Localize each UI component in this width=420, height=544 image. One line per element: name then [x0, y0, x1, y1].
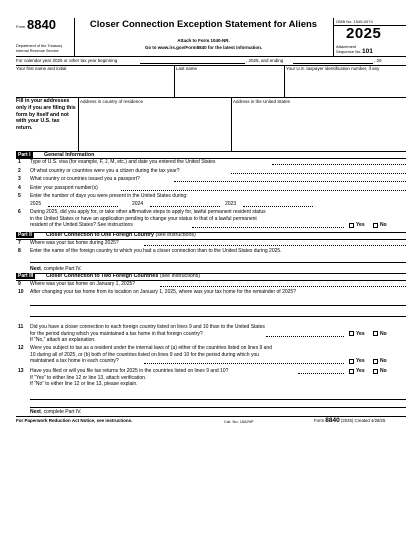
line7-field[interactable] [144, 245, 406, 246]
attach-note: Attach to Form 1040-NR. [177, 38, 230, 43]
us-address-label: Address in the United States [233, 99, 291, 104]
part3-label: Part III [18, 273, 34, 279]
part1-line6: 6 During 2025, did you apply for, or take other affirmative steps to apply for, lawful permanent resident status in the United States or have an application pending to change your status to that of a lawful permanent resident of the United States? See instructions Yes No [18, 209, 387, 228]
part2-line7: 7 Where was your tax home during 2025? [16, 240, 406, 248]
calendar-year-mid: , 2025, and ending [246, 58, 284, 63]
part1-line5: 5 Enter the number of days you were present in the United States during: [18, 193, 188, 199]
line13-no-checkbox[interactable] [373, 369, 378, 374]
part3-title: Closer Connection to Two Foreign Countries (see instructions) [46, 273, 201, 279]
form-title: Closer Connection Exception Statement for Aliens [89, 19, 318, 30]
part2-line8: 8 Enter the name of the foreign country to which you had a closer connection than to the United States during 2025. [18, 248, 282, 254]
part2-label: Part II [18, 232, 32, 238]
part1-line2: 2 Of what country or countries were you a citizen during the tax year? [16, 168, 406, 176]
end-date-field[interactable] [293, 63, 373, 64]
line6-yes-checkbox[interactable] [349, 223, 354, 228]
line10-field-1[interactable] [30, 305, 406, 306]
year-2023: 2023 [225, 200, 237, 207]
day-count-row [16, 201, 406, 209]
part3-line9: 9 Where was your tax home on January 1, 2025? [16, 281, 406, 289]
residence-address-label: Address in country of residence [80, 99, 144, 104]
line12-yes-checkbox[interactable] [349, 359, 354, 364]
line6-no-label: No [380, 222, 387, 228]
line13-yes-label: Yes [356, 368, 365, 374]
line2-field[interactable] [231, 173, 406, 174]
part3-line12: 12 Were you subject to tax as a resident under the internal laws of (a) either of the countries listed on lines 9 and 10 during all of 2025, or (b) both of the countries listed on lines 9 and 10 for the period during which you maintained a tax home in each country? Yes No [18, 345, 387, 364]
line8-field[interactable] [30, 262, 406, 263]
omb-number: OMB No. 1545-0074 [336, 19, 373, 24]
footer-form-id: Form 8840 (2025) Created 4/28/25 [314, 416, 386, 424]
part3-line13: 13 Have you filed or will you file tax returns for 2025 in the countries listed on lines 9 and 10? If “Yes” to either line 12 or line 13, attach verification. If “No” to either line 12 or line 13, please explain. Yes No [18, 368, 387, 387]
calendar-year-begin: For calendar year 2025 or other tax year beginning [16, 58, 118, 63]
part3-line10: 10 After changing your tax home from its location on January 1, 2025, where was your tax home for the remainder of 2025? [18, 289, 296, 295]
line13-yes-checkbox[interactable] [349, 369, 354, 374]
line13-explain-field-2[interactable] [30, 407, 406, 408]
tax-year: 2025 [346, 25, 382, 42]
calendar-year-end: , 20 [374, 58, 382, 63]
line12-no-label: No [380, 358, 387, 364]
line12-yes-label: Yes [356, 358, 365, 364]
part1-line1: 1 Type of U.S. visa (for example, F, J, M, etc.) and date you entered the United States [16, 159, 406, 167]
sequence-label: Sequence No. [336, 49, 362, 54]
last-name-label: Last name [176, 66, 198, 71]
year-2024: 2024 [132, 200, 144, 207]
part3-line11: 11 Did you have a closer connection to each foreign country listed on lines 9 and 10 than to the United States for the period during which you maintained a tax home in that foreign country? If “No,” attach an explanation. Yes No [18, 324, 387, 343]
first-name-label: Your first name and initial [16, 66, 67, 71]
catalog-number: Cat. No. 15829P [224, 419, 254, 424]
form-label: Form [16, 24, 26, 29]
line4-field[interactable] [121, 190, 406, 191]
paperwork-notice: For Paperwork Reduction Act Notice, see instructions. [16, 418, 133, 423]
part1-line3: 3 What country or countries issued you a passport? [16, 176, 406, 184]
part1-label: Part I [18, 151, 31, 158]
goto-note: Go to www.irs.gov/Form8840 for the latest information. [144, 45, 263, 50]
line1-field[interactable] [272, 164, 406, 165]
sequence-number: 101 [362, 48, 373, 55]
dept-line1: Department of the Treasury [16, 44, 63, 48]
part3-next: Next, complete Part IV. [30, 409, 82, 415]
part2-title: Closer Connection to One Foreign Country (see instructions) [46, 232, 196, 238]
line6-yes-label: Yes [356, 222, 365, 228]
line11-no-label: No [380, 330, 387, 337]
form-page [16, 18, 406, 540]
line11-no-checkbox[interactable] [373, 331, 378, 336]
taxpayer-id-label: Your U.S. taxpayer identification number, if any [286, 66, 380, 71]
days-2024-field[interactable] [150, 206, 220, 207]
line3-field[interactable] [174, 181, 406, 182]
line13-explain-field-1[interactable] [30, 399, 406, 400]
line12-no-checkbox[interactable] [373, 359, 378, 364]
fill-in-addresses-note: Fill in your addresses only if you are filing this form by itself and not with your U.S. tax return. [16, 98, 76, 132]
attachment-label: Attachment [336, 44, 357, 49]
form-number-block [16, 18, 74, 56]
line10-field-2[interactable] [30, 316, 406, 317]
line6-no-checkbox[interactable] [373, 223, 378, 228]
part2-next: Next, complete Part IV. [30, 266, 82, 272]
dept-line2: Internal Revenue Service [16, 49, 59, 53]
days-2025-field[interactable] [48, 206, 118, 207]
form-number: 8840 [27, 17, 56, 32]
line13-no-label: No [380, 368, 387, 374]
line9-field[interactable] [160, 286, 406, 287]
part1-title: General Information [44, 151, 95, 158]
line11-yes-label: Yes [356, 330, 365, 337]
days-2023-field[interactable] [243, 206, 313, 207]
part1-line4: 4 Enter your passport number(s) [16, 185, 406, 193]
line11-yes-checkbox[interactable] [349, 331, 354, 336]
begin-date-field[interactable] [140, 63, 245, 64]
year-2025: 2025 [30, 200, 42, 207]
